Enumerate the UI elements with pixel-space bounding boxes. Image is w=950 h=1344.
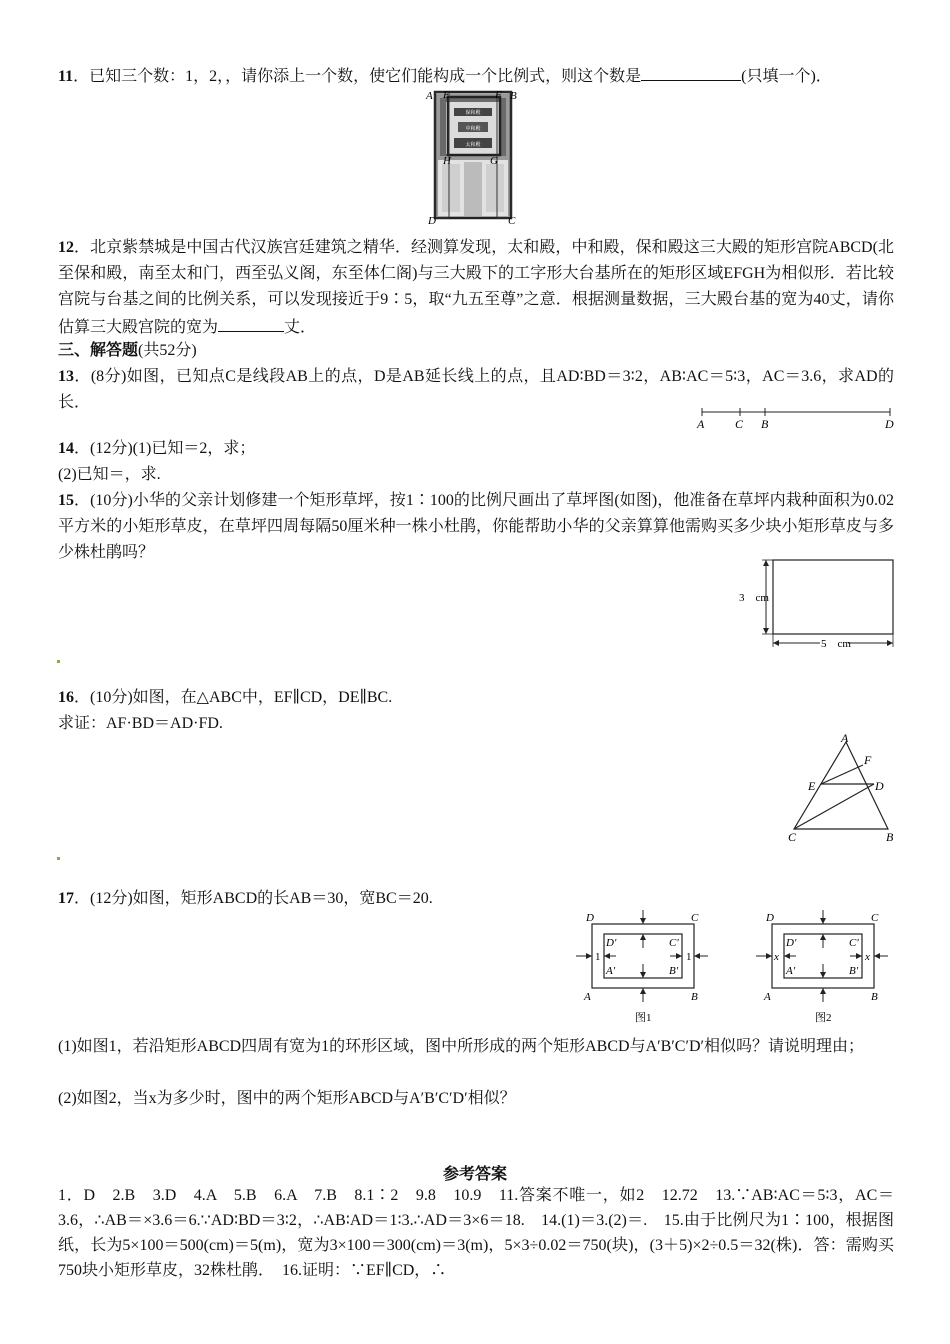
palace-figure [424,88,520,226]
answers-text: 1．D 2.B 3.D 4.A 5.B 6.A 7.B 8.1∶2 9.8 10.9 11.答案不唯一，如2 12.72 13.∵AB∶AC＝5∶3，AC＝3.6，∴AB＝×3.6＝6.∵AD∶BD＝3∶2，∴AB∶AD＝1∶3.∴AD＝3×6＝18. 14.(1)＝3.(2)＝. 15.由于比例尺为1∶100，根据图纸，长为5×100＝500(cm)＝5(m)，宽为3×100＝300(cm)＝3(m)，5×3÷0.02＝750(块)，(3＋5)×2÷0.5＝32(株)．答：需购买750块小矩形草皮，32株杜鹃． 16.证明：∵EF∥CD，∴ [58,1187,894,1279]
outer-label-B: B [691,991,698,1003]
label-C: C [508,215,516,226]
label-G: G [490,155,498,167]
inner-label-C-prime: C′ [849,937,859,949]
outer-label-D: D [766,912,774,924]
decorative-dot [57,857,60,860]
question-score: ．(10分) [74,492,133,509]
lawn-figure [735,555,900,655]
label-D: D [885,417,894,431]
label-B: B [761,417,769,431]
question-11 [58,62,894,90]
label-D: D [428,215,436,226]
question-text: ．北京紫禁城是中国古代汉族宫廷建筑之精华．经测算发现，太和殿，中和殿，保和殿这三大殿的矩形宫院ABCD(北至保和殿，南至太和门，西至弘义阁，东至体仁阁)与三大殿下的工字形大台基所在的矩形区域EFGH为相似形．若比较宫院与台基之间的比例关系，可以发现接近于9∶5，取“九五至尊”之意．根据测量数据，三大殿台基的宽为40丈，请你估算三大殿宫院的宽为 [58,239,894,336]
outer-label-B: B [871,991,878,1003]
height-label: 3 cm [739,592,769,604]
question-text: 如图，在△ABC中，EF∥CD，DE∥BC. [132,689,393,706]
label-C: C [788,830,797,844]
label-F: F [495,89,502,101]
question-14-part-2: (2)已知＝，求. [58,466,161,483]
label-A: A [697,417,705,431]
decorative-dot [57,660,60,663]
question-17-part-2: (2)如图2，当x为多少时，图中的两个矩形ABCD与A′B′C′D′相似？ [58,1090,516,1107]
question-number: 12 [58,239,74,256]
label-F: F [864,753,872,767]
rectangle-figure-1 [572,908,712,1026]
outer-label-A: A [584,991,591,1003]
question-number: 11 [58,68,74,85]
question-text: 如图，矩形ABCD的长AB＝30，宽BC＝20. [132,890,433,907]
width-label-right: x [865,951,870,963]
question-score: ．(8分) [74,368,127,385]
outer-label-C: C [871,912,879,924]
inner-label-D-prime: D′ [786,937,797,949]
question-number: 15 [58,492,74,509]
outer-label-D: D [586,912,594,924]
segment-figure [690,404,900,434]
question-14 [58,436,894,462]
inner-label-D-prime: D′ [606,937,617,949]
question-text-after: 丈． [284,319,317,336]
answer-blank [641,62,741,81]
question-number: 17 [58,890,74,907]
answer-blank [218,313,284,332]
width-label-left: 1 [595,951,601,963]
outer-label-C: C [691,912,699,924]
label-D: D [875,779,884,793]
triangle-figure [780,732,900,844]
label-B: B [886,830,894,844]
question-score: ．(10分) [74,689,133,706]
question-17-part-1: (1)如图1，若沿矩形ABCD四周有宽为1的环形区域，图中所形成的两个矩形ABCD与A′B′C′D′相似吗？请说明理由； [58,1038,865,1055]
hall-label-zhonghe: 中和殿 [465,127,481,132]
question-number: 13 [58,368,74,385]
question-text: 如图，已知点C是线段AB上的点，D是AB延长线上的点，且AD∶BD＝3∶2，AB∶AC＝5∶3，AC＝3.6，求AD的长． [58,368,894,411]
hall-label-baohe: 保和殿 [465,111,481,116]
label-E: E [443,89,450,101]
hall-label-taihe: 太和殿 [465,143,481,148]
question-text-after: (只填一个)． [741,68,832,85]
question-12 [58,235,894,341]
inner-label-C-prime: C′ [669,937,679,949]
width-label-left: x [774,951,779,963]
outer-label-A: A [764,991,771,1003]
question-text: 小华的父亲计划修建一个矩形草坪，按1∶100的比例尺画出了草坪图(如图)，他准备在草坪内栽种面积为0.02平方米的小矩形草皮，在草坪四周每隔50厘米种一株小杜鹃，你能帮助小华的父亲算算他需购买多少块小矩形草皮与多少株杜鹃吗？ [58,492,894,561]
figure-caption: 图2 [815,1012,832,1024]
figure-caption: 图1 [635,1012,652,1024]
question-text: ．已知三个数：1，2，，请你添上一个数，使它们能构成一个比例式，则这个数是 [73,68,642,85]
question-number: 14 [58,440,74,457]
question-score: ．(12分) [74,440,133,457]
width-label-right: 1 [686,951,692,963]
inner-label-A-prime: A′ [786,965,796,977]
answers-title: 参考答案 [442,1166,507,1183]
label-H: H [443,155,451,167]
question-score: ．(12分) [74,890,133,907]
section-title: 三、解答题(共52分) [58,342,197,359]
question-line-1: (1)已知＝2，求； [132,440,256,457]
question-16 [58,685,894,711]
question-16-proof: 求证：AF·BD＝AD·FD. [58,715,223,732]
inner-label-B-prime: B′ [849,965,859,977]
inner-label-A-prime: A′ [606,965,616,977]
label-B: B [510,90,517,102]
label-A: A [841,732,849,745]
question-number: 16 [58,689,74,706]
inner-label-B-prime: B′ [669,965,679,977]
label-C: C [735,417,744,431]
label-E: E [808,779,816,793]
label-A: A [426,90,433,102]
rectangle-figure-2 [752,908,892,1026]
width-label: 5 cm [821,638,851,650]
